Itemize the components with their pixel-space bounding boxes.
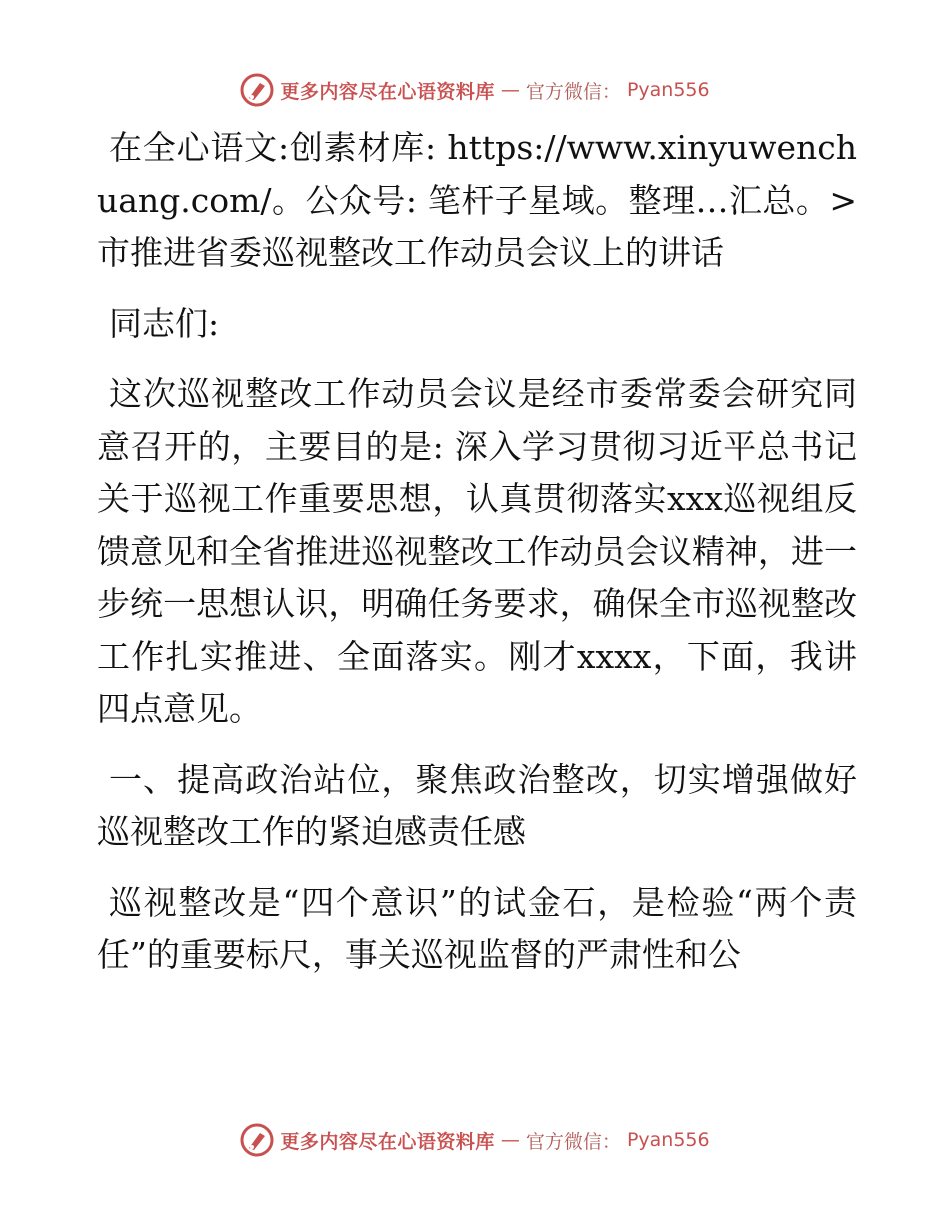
watermark-label: 官方微信： [525,80,621,103]
watermark-dash: — [500,1129,520,1151]
paragraph-gap [97,350,857,368]
footer-watermark [0,1120,950,1160]
header-watermark [0,70,950,110]
watermark-dash: — [500,79,520,101]
watermark-main-text: 更多内容尽在心语资料库 [280,80,495,103]
watermark-wechat-id: Pyan556 [626,1129,710,1151]
salutation: 同志们: [109,303,220,343]
paragraph-gap [97,859,857,877]
paragraph-gap [97,280,857,298]
watermark-label: 官方微信： [525,1130,621,1153]
section-heading-1: 一、提高政治站位，聚焦政治整改，切实增强做好巡视整改工作的紧迫感责任感 [97,759,857,851]
watermark-wechat-id: Pyan556 [626,79,710,101]
fountain-pen-logo-icon [240,1123,274,1157]
document-body [97,122,857,982]
paragraph-gap [97,736,857,754]
body-paragraph-2: 巡视整改是“四个意识”的试金石，是检验“两个责任”的重要标尺，事关巡视监督的严肃性和公 [97,882,857,974]
intro-paragraph: 在全心语文:创素材库: https://www.xinyuwenchuang.com/。公众号: 笔杆子星域。整理…汇总。>市推进省委巡视整改工作动员会议上的讲话 [97,128,857,272]
fountain-pen-logo-icon [240,73,274,107]
body-paragraph-1: 这次巡视整改工作动员会议是经市委常委会研究同意召开的，主要目的是: 深入学习贯彻习近平总书记关于巡视工作重要思想，认真贯彻落实xxx巡视组反馈意见和全省推进巡视整改工作动员会议精神，进一步统一思想认识，明确任务要求，确保全市巡视整改工作扎实推进、全面落实。刚才xxxx，下面，我讲四点意见。 [97,374,857,728]
watermark-main-text: 更多内容尽在心语资料库 [280,1130,495,1153]
